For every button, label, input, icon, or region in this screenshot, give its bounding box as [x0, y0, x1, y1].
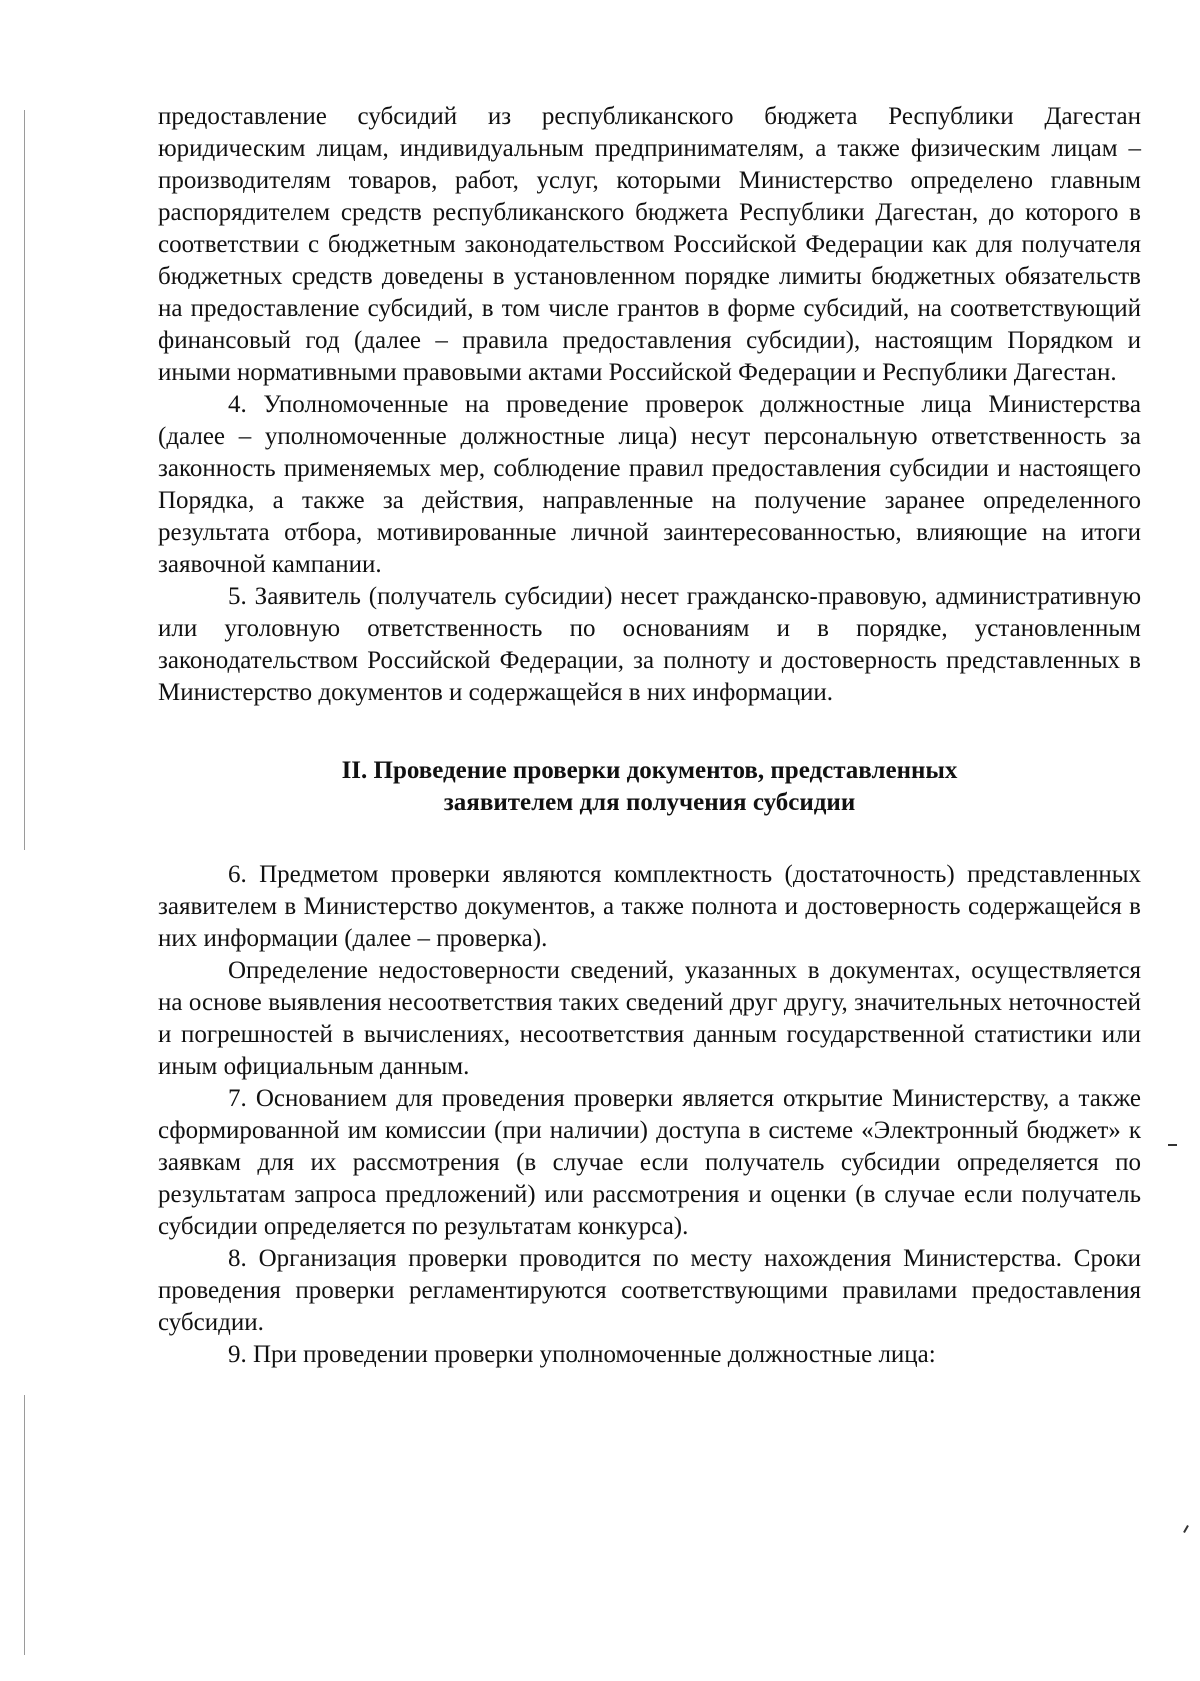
paragraph-item-4: 4. Уполномоченные на проведение проверок должностные лица Министерства (далее – уполномоченные должностные лица) несут персональную ответственность за законность применяемых мер, соблюдение правил предоставления субсидии и настоящего Порядка, а также за действия, направленные на получение заранее определенного результата отбора, мотивированные личной заинтересованностью, влияющие на итоги заявочной кампании. [158, 391, 1141, 578]
paragraph-definition: Определение недостоверности сведений, указанных в документах, осуществляется на основе выявления несоответствия таких сведений друг другу, значительных неточностей и погрешностей в вычислениях, несоответствия данным государственной статистики или иным официальным данным. [158, 957, 1141, 1080]
document-body [158, 101, 1141, 1371]
paragraph-item-5: 5. Заявитель (получатель субсидии) несет гражданско-правовую, административную или уголовную ответственность по основаниям и в порядке, установленным законодательством Российской Федерации, за полноту и достоверность представленных в Министерство документов и содержащейся в них информации. [158, 583, 1141, 706]
paragraph-item-9: 9. При проведении проверки уполномоченные должностные лица: [228, 1341, 936, 1368]
scan-speck-2 [1183, 1525, 1189, 1533]
scan-edge-line-lower [24, 1395, 25, 1655]
paragraph-item-6: 6. Предметом проверки являются комплектность (достаточность) представленных заявителем в Министерство документов, а также полнота и достоверность содержащейся в них информации (далее – проверка). [158, 861, 1141, 952]
section-heading-line-1: II. Проведение проверки документов, представленных [341, 757, 958, 784]
paragraph-item-7: 7. Основанием для проведения проверки является открытие Министерству, а также сформированной им комиссии (при наличии) доступа в системе «Электронный бюджет» к заявкам для их рассмотрения (в случае если получатель субсидии определяется по результатам запроса предложений) или рассмотрения и оценки (в случае если получатель субсидии определяется по результатам конкурса). [158, 1085, 1141, 1240]
paragraph-item-8: 8. Организация проверки проводится по месту нахождения Министерства. Сроки проведения проверки регламентируются соответствующими правилами предоставления субсидии. [158, 1245, 1141, 1336]
scan-speck [1168, 1144, 1177, 1146]
section-heading [158, 755, 1141, 819]
paragraph-continuation: предоставление субсидий из республиканского бюджета Республики Дагестан юридическим лицам, индивидуальным предпринимателям, а также физическим лицам – производителям товаров, работ, услуг, которыми Министерство определено главным распорядителем средств республиканского бюджета Республики Дагестан, до которого в соответствии с бюджетным законодательством Российской Федерации как для получателя бюджетных средств доведены в установленном порядке лимиты бюджетных обязательств на предоставление субсидий, в том числе грантов в форме субсидий, на соответствующий финансовый год (далее – правила предоставления субсидии), настоящим Порядком и иными нормативными правовыми актами Российской Федерации и Республики Дагестан. [158, 103, 1141, 386]
section-heading-line-2: заявителем для получения субсидии [443, 789, 856, 816]
scan-edge-line [24, 110, 25, 850]
